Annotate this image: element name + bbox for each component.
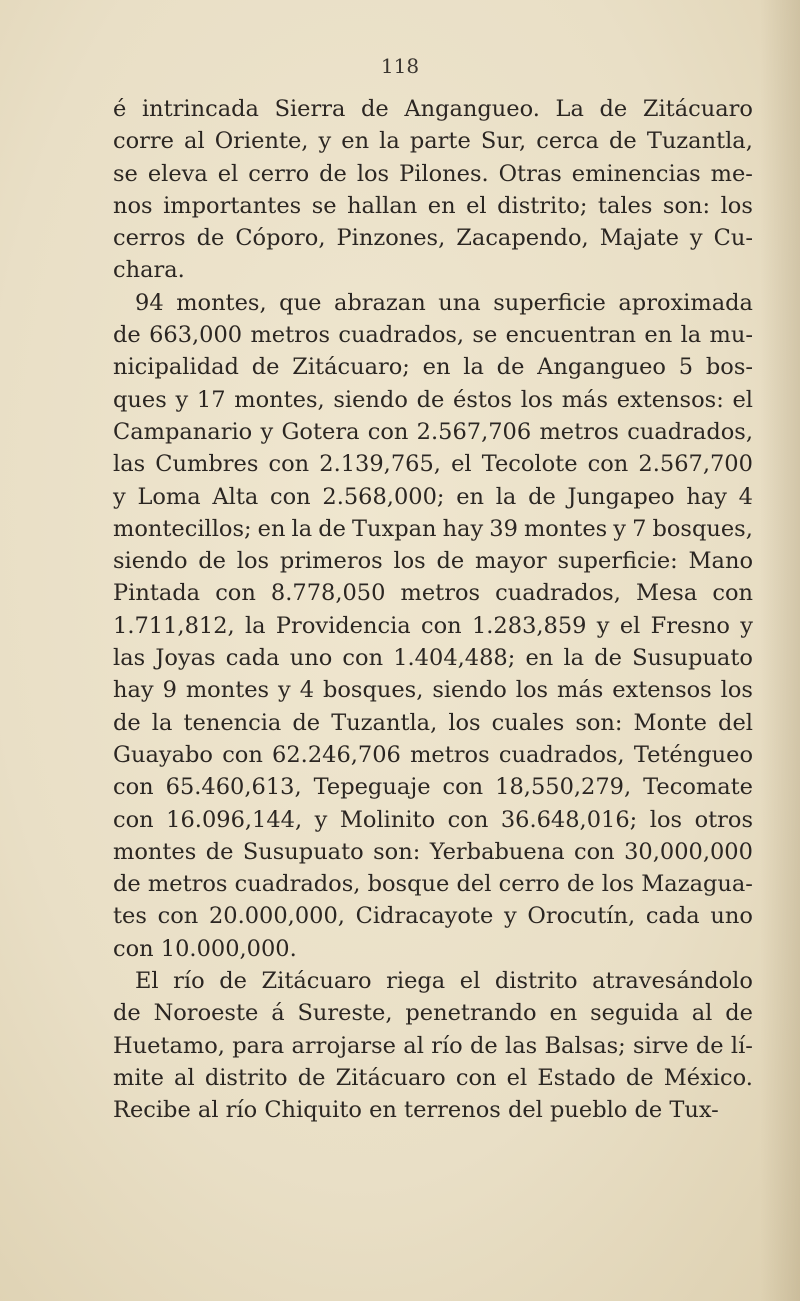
text-line: Campanario y Gotera con 2.567,706 metros cuadrados, <box>113 418 753 445</box>
text-line: é intrincada Sierra de Angangueo. La de Zitácuaro <box>113 96 753 122</box>
text-line: El río de Zitácuaro riega el distrito atravesándolo <box>135 968 753 995</box>
text-line: nos importantes se hallan en el distrito; tales son: los <box>113 192 753 219</box>
text-line: ques y 17 montes, siendo de éstos los más extensos: el <box>113 386 753 413</box>
text-line: montes de Susupuato son: Yerbabuena con 30,000,000 <box>113 838 753 865</box>
text-line: Huetamo, para arrojarse al río de las Balsas; sirve de lí- <box>113 1032 753 1059</box>
text-line: corre al Oriente, y en la parte Sur, cerca de Tuzantla, <box>113 128 753 155</box>
text-line: las Cumbres con 2.139,765, el Tecolote con 2.567,700 <box>113 451 753 478</box>
body-text <box>113 93 753 1127</box>
text-line: con 16.096,144, y Molinito con 36.648,016; los otros <box>113 806 753 833</box>
text-line: las Joyas cada uno con 1.404,488; en la de Susupuato <box>113 645 753 672</box>
text-line: tes con 20.000,000, Cidracayote y Orocutín, cada uno <box>113 903 753 930</box>
text-line: hay 9 montes y 4 bosques, siendo los más extensos los <box>113 677 753 704</box>
page-edge-shadow <box>760 0 800 1301</box>
text-line: de metros cuadrados, bosque del cerro de los Mazagua- <box>113 871 753 898</box>
text-line: Recibe al río Chiquito en terrenos del pueblo de Tux- <box>113 1097 719 1124</box>
text-line: 1.711,812, la Providencia con 1.283,859 y el Fresno y <box>113 612 753 639</box>
text-line: con 65.460,613, Tepeguaje con 18,550,279, Tecomate <box>113 774 753 801</box>
text-line: de 663,000 metros cuadrados, se encuentran en la mu- <box>113 322 753 349</box>
text-line: mite al distrito de Zitácuaro con el Estado de México. <box>113 1064 753 1091</box>
text-line: de Noroeste á Sureste, penetrando en seguida al de <box>113 1000 753 1027</box>
text-line: siendo de los primeros los de mayor superficie: Mano <box>113 548 753 575</box>
text-line: Guayabo con 62.246,706 metros cuadrados, Teténgueo <box>113 741 753 768</box>
text-line: de la tenencia de Tuzantla, los cuales son: Monte del <box>113 709 753 736</box>
text-line: chara. <box>113 257 185 284</box>
text-line: 94 montes, que abrazan una superficie aproximada <box>135 289 753 316</box>
text-line: con 10.000,000. <box>113 935 297 962</box>
text-line: nicipalidad de Zitácuaro; en la de Angangueo 5 bos- <box>113 354 753 381</box>
text-line: y Loma Alta con 2.568,000; en la de Jungapeo hay 4 <box>113 483 753 510</box>
text-line: Pintada con 8.778,050 metros cuadrados, Mesa con <box>113 580 753 607</box>
text-line: se eleva el cerro de los Pilones. Otras eminencias me- <box>113 160 753 187</box>
text-line: montecillos; en la de Tuxpan hay 39 montes y 7 bosques, <box>113 515 753 542</box>
text-line: cerros de Cóporo, Pinzones, Zacapendo, Majate y Cu- <box>113 225 753 252</box>
page-number: 118 <box>380 54 420 78</box>
